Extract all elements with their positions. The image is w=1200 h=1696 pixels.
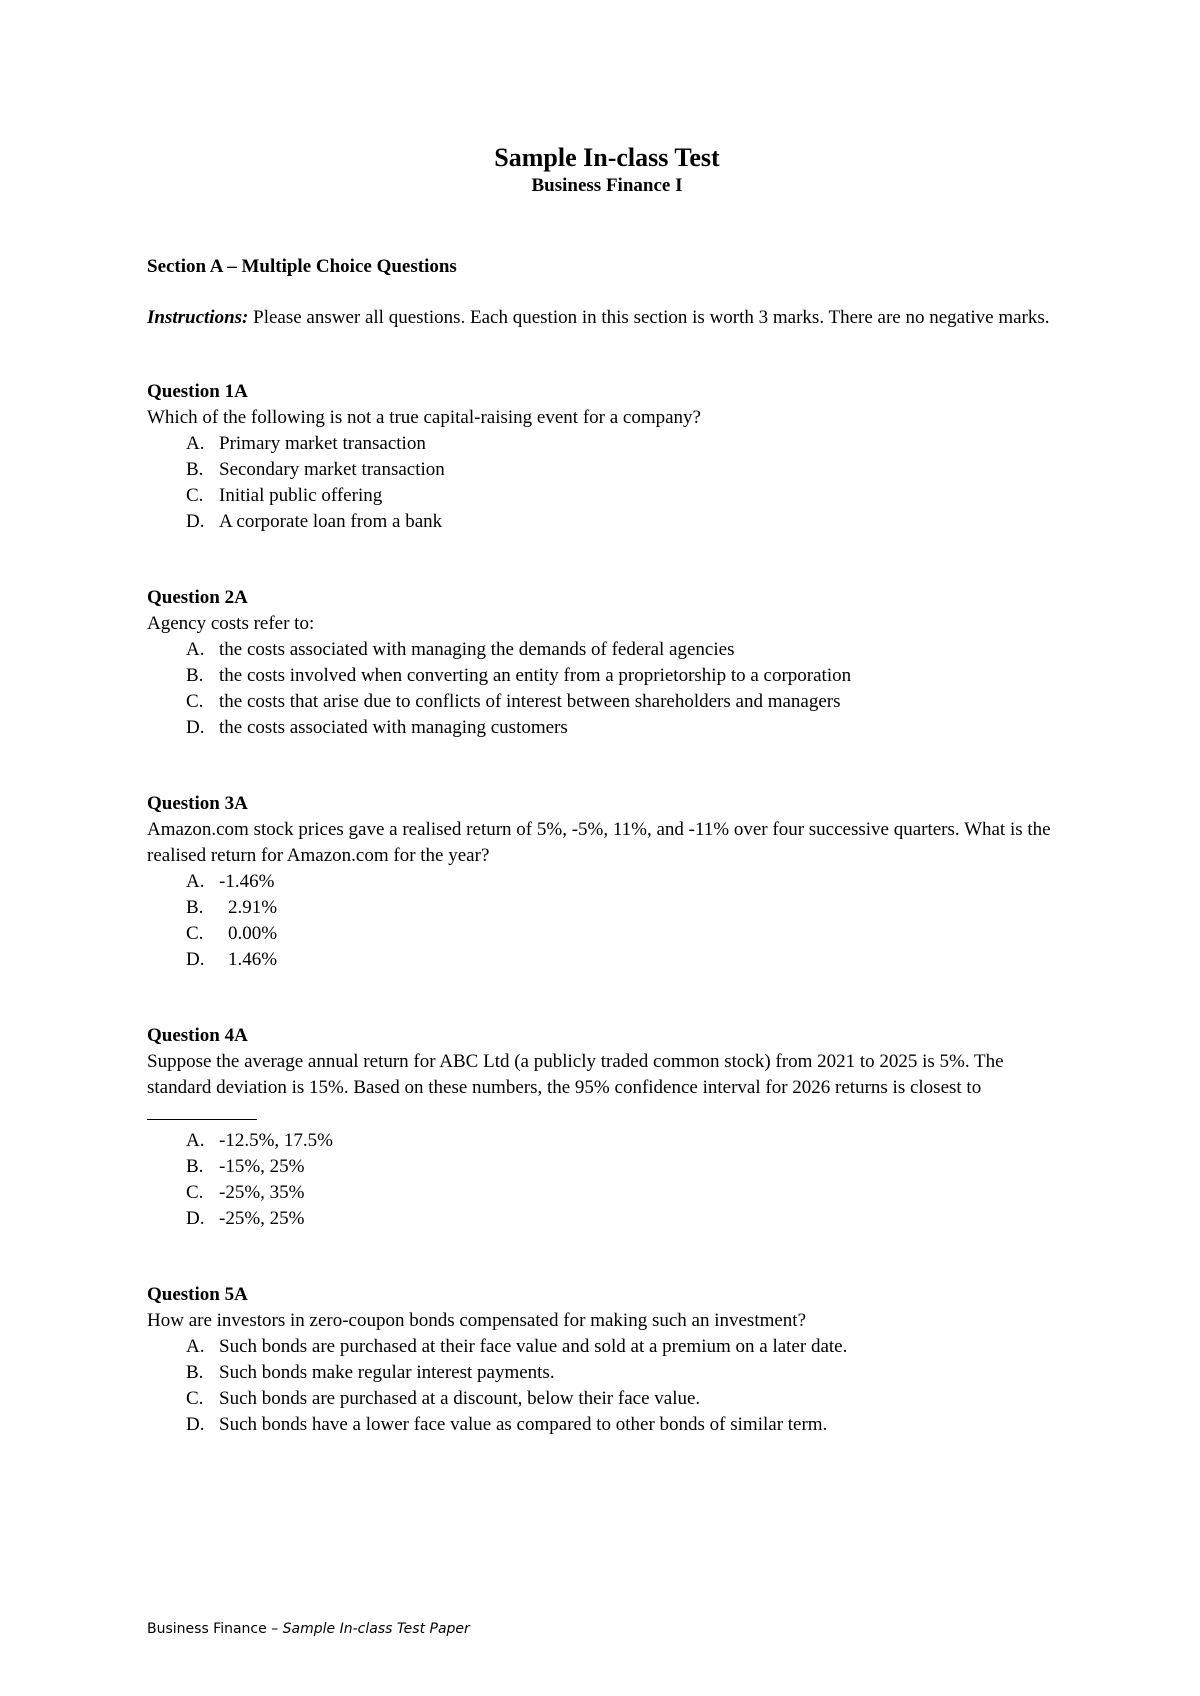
option-text: the costs associated with managing customers — [219, 717, 568, 738]
footer-prefix: Business Finance – — [147, 1621, 283, 1637]
answer-options — [147, 431, 1067, 535]
option-text: Secondary market transaction — [219, 459, 445, 480]
option-text: 1.46% — [228, 949, 278, 970]
page-subtitle: Business Finance I — [531, 175, 683, 196]
option-a — [186, 637, 1067, 663]
question-title: Question 4A — [147, 1025, 248, 1046]
question-2a — [147, 585, 1067, 741]
option-d — [186, 715, 1067, 741]
option-letter: D. — [186, 1414, 205, 1435]
option-text: 0.00% — [228, 923, 278, 944]
option-text: Initial public offering — [219, 485, 383, 506]
answer-options — [147, 869, 1067, 973]
option-a — [186, 1128, 1067, 1154]
option-b — [186, 663, 1067, 689]
option-text: the costs involved when converting an entity from a proprietorship to a corporation — [219, 665, 852, 686]
option-text: -12.5%, 17.5% — [219, 1130, 333, 1151]
question-text: Agency costs refer to: — [147, 613, 315, 634]
option-letter: A. — [186, 1336, 205, 1357]
answer-options — [147, 1128, 1067, 1232]
question-1a — [147, 379, 1067, 535]
answer-blank — [147, 1101, 257, 1120]
option-letter: B. — [186, 665, 204, 686]
option-letter: D. — [186, 511, 205, 532]
option-letter: B. — [186, 1362, 204, 1383]
option-letter: C. — [186, 923, 204, 944]
instructions-lead: Instructions: — [147, 307, 249, 328]
page-footer — [147, 1620, 470, 1638]
option-a — [186, 1334, 1067, 1360]
option-c — [186, 1386, 1067, 1412]
option-a — [186, 869, 1067, 895]
option-text: Such bonds make regular interest payments. — [219, 1362, 555, 1383]
option-text: Primary market transaction — [219, 433, 426, 454]
option-text: -15%, 25% — [219, 1156, 305, 1177]
option-letter: D. — [186, 949, 205, 970]
option-letter: C. — [186, 485, 204, 506]
option-c — [186, 1180, 1067, 1206]
page-title: Sample In-class Test — [494, 143, 720, 172]
option-b — [186, 1360, 1067, 1386]
question-text: Suppose the average annual return for ABC Ltd (a publicly traded common stock) from 2021 to 2025 is 5%. The standard deviation is 15%. Based on these numbers, the 95% confidence interval for 2026 returns is closest to — [147, 1051, 1004, 1098]
option-letter: A. — [186, 1130, 205, 1151]
question-text-wrap — [147, 1049, 1067, 1128]
question-title: Question 1A — [147, 381, 248, 402]
question-text: Amazon.com stock prices gave a realised return of 5%, -5%, 11%, and -11% over four successive quarters. What is the realised return for Amazon.com for the year? — [147, 819, 1051, 866]
option-d — [186, 1206, 1067, 1232]
section-heading: Section A – Multiple Choice Questions — [147, 256, 457, 277]
answer-options — [147, 1334, 1067, 1438]
option-letter: A. — [186, 871, 205, 892]
option-text: A corporate loan from a bank — [219, 511, 443, 532]
option-c — [186, 689, 1067, 715]
answer-options — [147, 637, 1067, 741]
question-title: Question 2A — [147, 587, 248, 608]
option-a — [186, 431, 1067, 457]
question-3a — [147, 791, 1067, 973]
option-letter: C. — [186, 691, 204, 712]
option-d — [186, 1412, 1067, 1438]
instructions-text: Please answer all questions. Each question in this section is worth 3 marks. There are no negative marks. — [248, 307, 1050, 328]
option-letter: C. — [186, 1388, 204, 1409]
option-text: the costs associated with managing the demands of federal agencies — [219, 639, 735, 660]
option-d — [186, 509, 1067, 535]
option-b — [186, 895, 1067, 921]
option-letter: B. — [186, 1156, 204, 1177]
question-5a — [147, 1282, 1067, 1438]
option-text: Such bonds are purchased at a discount, below their face value. — [219, 1388, 701, 1409]
option-letter: A. — [186, 433, 205, 454]
option-d — [186, 947, 1067, 973]
option-letter: B. — [186, 897, 204, 918]
question-text: Which of the following is not a true capital-raising event for a company? — [147, 407, 701, 428]
option-text: 2.91% — [228, 897, 278, 918]
question-4a — [147, 1023, 1067, 1232]
instructions — [147, 305, 1067, 331]
option-b — [186, 1154, 1067, 1180]
option-text: Such bonds are purchased at their face value and sold at a premium on a later date. — [219, 1336, 848, 1357]
question-title: Question 5A — [147, 1284, 248, 1305]
option-letter: D. — [186, 717, 205, 738]
question-text: How are investors in zero-coupon bonds compensated for making such an investment? — [147, 1310, 807, 1331]
footer-italic: Sample In-class Test Paper — [282, 1621, 470, 1637]
option-c — [186, 921, 1067, 947]
option-text: Such bonds have a lower face value as compared to other bonds of similar term. — [219, 1414, 828, 1435]
option-c — [186, 483, 1067, 509]
option-letter: C. — [186, 1182, 204, 1203]
option-text: -25%, 35% — [219, 1182, 305, 1203]
option-text: -25%, 25% — [219, 1208, 305, 1229]
test-page — [147, 142, 1067, 1438]
option-b — [186, 457, 1067, 483]
option-letter: A. — [186, 639, 205, 660]
option-letter: D. — [186, 1208, 205, 1229]
option-letter: B. — [186, 459, 204, 480]
question-title: Question 3A — [147, 793, 248, 814]
option-text: the costs that arise due to conflicts of interest between shareholders and managers — [219, 691, 841, 712]
option-text: -1.46% — [219, 871, 275, 892]
